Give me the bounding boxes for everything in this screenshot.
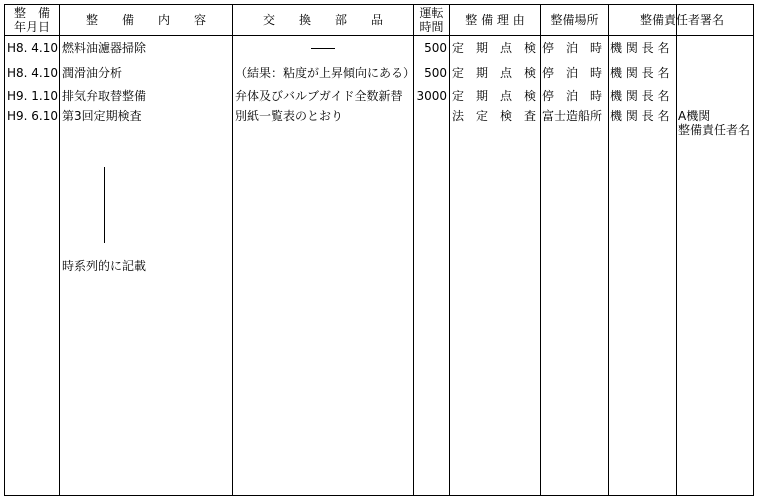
row1-parts-dash [311, 48, 335, 49]
row4-sign-line2: 整備責任者名 [678, 123, 751, 137]
row3-content: 排気弁取替整備 [62, 89, 147, 103]
row2-hours: 500 [424, 66, 447, 80]
row2-reason: 定 期 点 検 [452, 66, 537, 80]
row3-place: 停 泊 時 [542, 89, 603, 103]
row3-parts: 弁体及びバルブガイド全数新替 [235, 89, 403, 103]
col-divider [232, 5, 233, 495]
row3-date: H9. 1.10 [7, 89, 59, 103]
row1-place: 停 泊 時 [542, 41, 603, 55]
col-divider [676, 5, 677, 495]
row4-sign-line1: A機関 [678, 109, 711, 123]
maintenance-record-table [4, 4, 754, 496]
row1-date: H8. 4.10 [7, 41, 59, 55]
row3-title: 機 関 長 名 [610, 89, 670, 103]
row4-reason: 法 定 検 査 [452, 109, 537, 123]
row4-place: 富士造船所 [542, 109, 603, 123]
row1-hours: 500 [424, 41, 447, 55]
col-divider [540, 5, 541, 495]
row1-title: 機 関 長 名 [610, 41, 670, 55]
col-divider [59, 5, 60, 495]
header-hours-line2: 時間 [419, 20, 444, 34]
row2-content: 潤滑油分析 [62, 66, 123, 80]
row3-reason: 定 期 点 検 [452, 89, 537, 103]
header-reason: 整 備 理 由 [465, 13, 525, 27]
row2-title: 機 関 長 名 [610, 66, 670, 80]
row2-place: 停 泊 時 [542, 66, 603, 80]
row4-title: 機 関 長 名 [610, 109, 670, 123]
col-divider [449, 5, 450, 495]
row4-parts: 別紙一覧表のとおり [235, 109, 344, 123]
header-date-line2: 年月日 [13, 20, 50, 34]
header-responsible: 整備責任者署名 [639, 13, 724, 27]
row3-hours: 3000 [416, 89, 447, 103]
header-content: 整 備 内 容 [85, 13, 206, 27]
row2-parts: （結果：粘度が上昇傾向にある） [235, 66, 416, 80]
header-divider [5, 35, 753, 36]
row1-reason: 定 期 点 検 [452, 41, 537, 55]
header-place: 整備場所 [550, 13, 599, 27]
chronology-line [104, 167, 105, 243]
header-hours-line1: 運転 [419, 6, 444, 20]
row4-content: 第3回定期検査 [62, 109, 142, 123]
header-date-line1: 整 備 [13, 6, 50, 20]
header-parts: 交 換 部 品 [262, 13, 383, 27]
col-divider [608, 5, 609, 495]
chronology-note: 時系列的に記載 [62, 259, 147, 273]
row2-date: H8. 4.10 [7, 66, 59, 80]
row1-content: 燃料油濾器掃除 [62, 41, 147, 55]
row4-date: H9. 6.10 [7, 109, 59, 123]
